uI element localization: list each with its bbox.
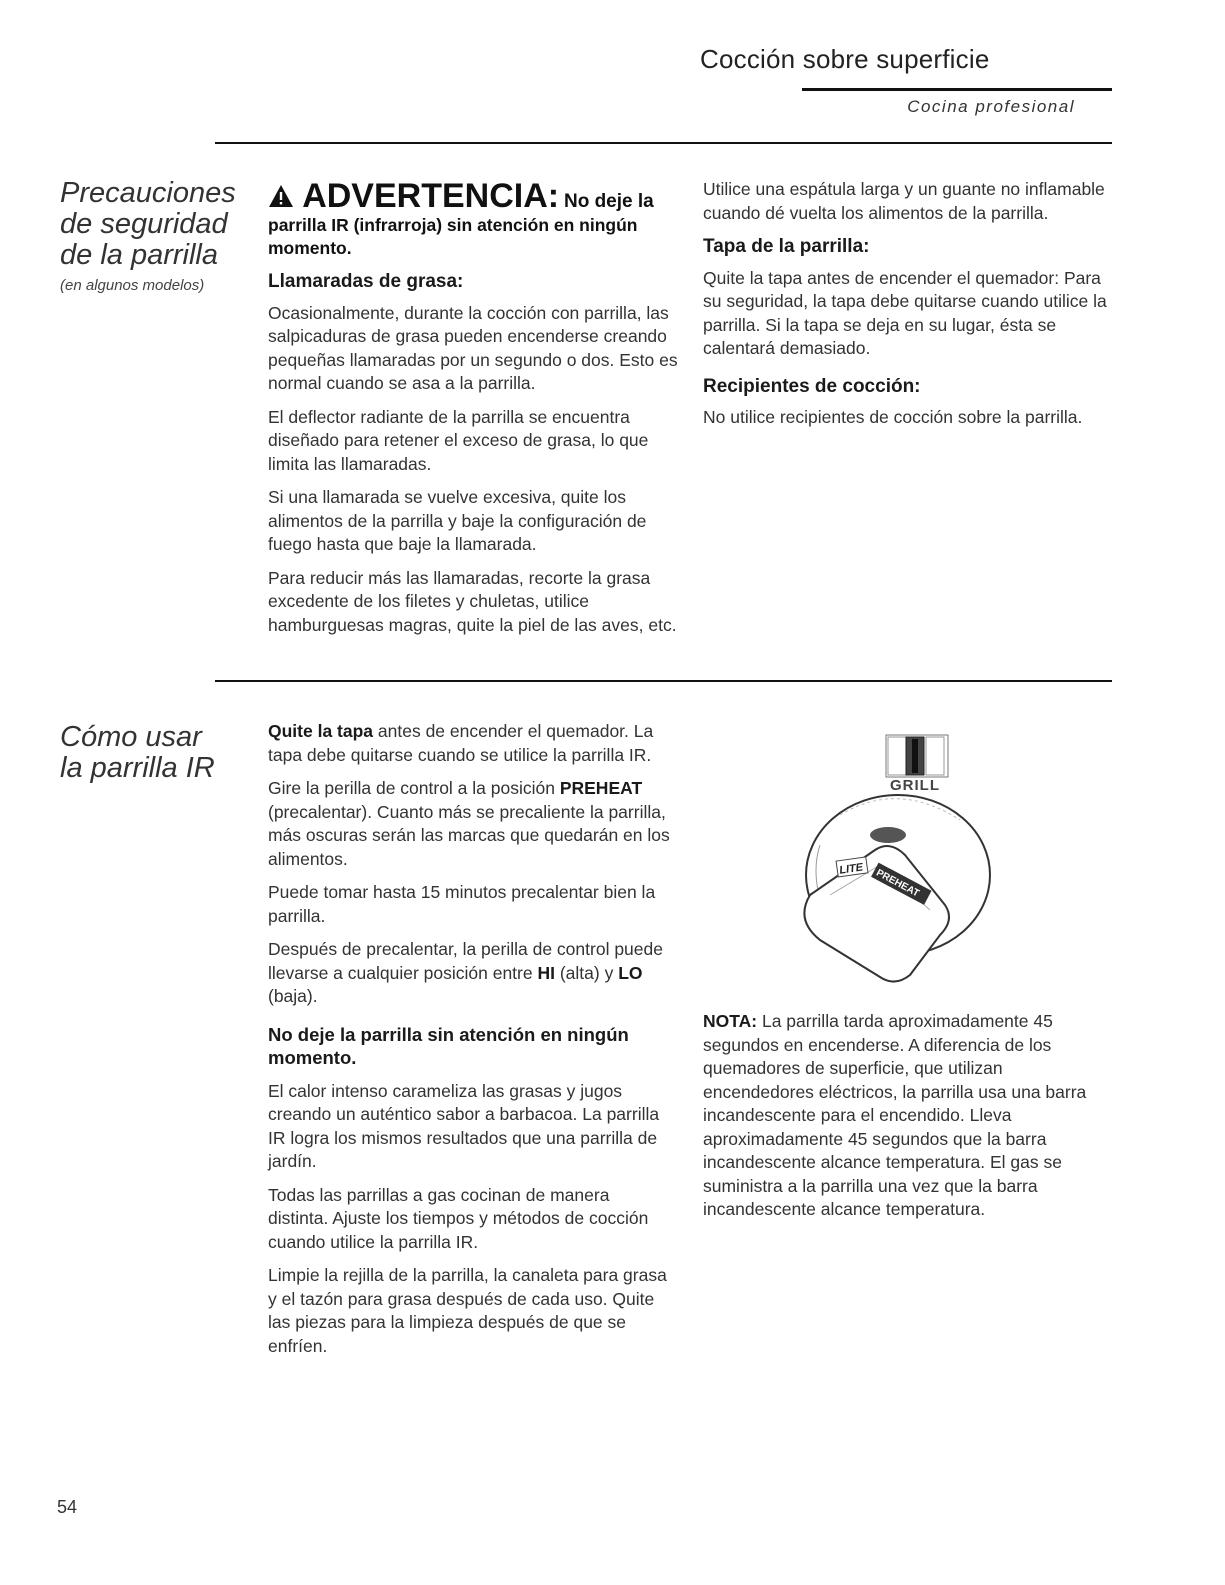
warning-continuation: parrilla IR (infrarroja) sin atención en ningún momento. (268, 215, 638, 258)
lo-keyword: LO (618, 962, 643, 983)
cleaning-paragraph: Limpie la rejilla de la parrilla, la canaleta para grasa y el tazón para grasa después de cada uso. Quite las piezas para la limpieza después de que se enfríen. (268, 1265, 667, 1356)
pots-heading: Recipientes de cocción: (703, 375, 921, 397)
lid-heading: Tapa de la parrilla: (703, 236, 870, 257)
section1-side-heading (60, 178, 260, 294)
hi-keyword: HI (537, 962, 555, 983)
section2-title-line1: Cómo usar (60, 721, 202, 753)
flare-heading: Llamaradas de grasa: (268, 271, 464, 292)
page-header-title: Cocción sobre superficie (700, 44, 990, 74)
note-text: La parrilla tarda aproximadamente 45 segundos en encenderse. A diferencia de los quemadores de superficie, que utilizan encendedores eléctricos, la parrilla usa una barra incandescente para el encendido. Lleva aproximadamente 45 segundos que la barra incandescente alcance temperatura. El gas se suministra a la parrilla una vez que la barra incandescente alcance temperatura. (703, 1011, 1087, 1219)
section1-title-line2: de seguridad (60, 208, 228, 240)
knob-lite-label: LITE (838, 861, 864, 877)
knob-preheat-label: PREHEAT (874, 867, 921, 900)
lid-paragraph: Quite la tapa antes de encender el quemador: Para su seguridad, la tapa debe quitarse cuando utilice la parrilla. Si la tapa se deja en su lugar, ésta se calentará demasiado. (703, 267, 1107, 358)
adjust-paragraph: Todas las parrillas a gas cocinan de manera distinta. Ajuste los tiempos y métodos de cocción cuando utilice la parrilla IR. (268, 1184, 649, 1252)
note-paragraph (703, 1010, 1108, 1222)
section-divider-top (215, 142, 1112, 144)
hilo-text-c: (baja). (268, 986, 318, 1006)
hi-lo-instruction (268, 938, 673, 1009)
flavor-paragraph: El calor intenso carameliza las grasas y jugos creando un auténtico sabor a barbacoa. La parrilla IR logra los mismos resultados que una parrilla de jardín. (268, 1080, 660, 1171)
unattended-heading: No deje la parrilla sin atención en ningún momento. (268, 1023, 629, 1068)
hilo-text-a: Después de precalentar, la perilla de control puede llevarse a cualquier posición entre (268, 939, 663, 983)
preheat-text-b: (precalentar). Cuanto más se precaliente la parrilla, más oscuras serán las marcas que quedarán en los alimentos. (268, 801, 670, 869)
preheat-text-a: Gire la perilla de control a la posición (268, 778, 560, 798)
lid-instruction-text: antes de encender el quemador. La tapa debe quitarse cuando se utilice la parrilla IR. (268, 721, 654, 765)
page-number: 54 (57, 1497, 78, 1517)
section2-title-line2: la parrilla IR (60, 752, 215, 784)
flare-paragraph: El deflector radiante de la parrilla se encuentra diseñado para retener el exceso de grasa, lo que limita las llamaradas. (268, 406, 649, 474)
pots-paragraph: No utilice recipientes de cocción sobre la parrilla. (703, 407, 1083, 427)
section1-title-line3: de la parrilla (60, 239, 218, 271)
warning-label: ADVERTENCIA: (302, 177, 560, 215)
section1-side-note: (en algunos modelos) (60, 277, 205, 294)
lid-instruction-bold: Quite la tapa (268, 721, 374, 741)
warning-inline-text: No deje la (563, 191, 654, 212)
lid-instruction (268, 720, 673, 767)
section1-title-line1: Precauciones (60, 177, 236, 209)
preheat-time: Puede tomar hasta 15 minutos precalentar bien la parrilla. (268, 882, 656, 926)
header-rule (802, 88, 1112, 91)
warning-triangle-icon (268, 177, 302, 215)
grill-label: GRILL (890, 777, 940, 794)
page-header-subtitle: Cocina profesional (907, 97, 1075, 116)
spatula-paragraph: Utilice una espátula larga y un guante no inflamable cuando dé vuelta los alimentos de la parrilla. (703, 179, 1105, 223)
flare-paragraph: Ocasionalmente, durante la cocción con parrilla, las salpicaduras de grasa pueden encenderse creando pequeñas llamaradas por un segundo o dos. Esto es normal cuando se asa a la parrilla. (268, 302, 678, 393)
warning-block (268, 178, 683, 214)
section1-right-column (703, 178, 1115, 440)
section2-middle-column (268, 720, 673, 1368)
section1-middle-column (268, 178, 683, 647)
hilo-text-b: (alta) y (554, 962, 619, 983)
section2-side-heading (60, 722, 260, 784)
flare-paragraph: Para reducir más las llamaradas, recorte la grasa excedente de los filetes y chuletas, utilice hamburguesas magras, quite la piel de las aves, etc. (268, 567, 677, 635)
note-block (703, 1010, 1108, 1232)
preheat-instruction (268, 777, 673, 871)
note-label: NOTA: (703, 1011, 758, 1031)
preheat-keyword: PREHEAT (559, 778, 643, 798)
flare-paragraph: Si una llamarada se vuelve excesiva, quite los alimentos de la parrilla y baje la configuración de fuego hasta que baje la llamarada. (268, 487, 647, 554)
section-divider-middle (215, 680, 1112, 682)
grill-knob-illustration (780, 725, 1020, 1005)
